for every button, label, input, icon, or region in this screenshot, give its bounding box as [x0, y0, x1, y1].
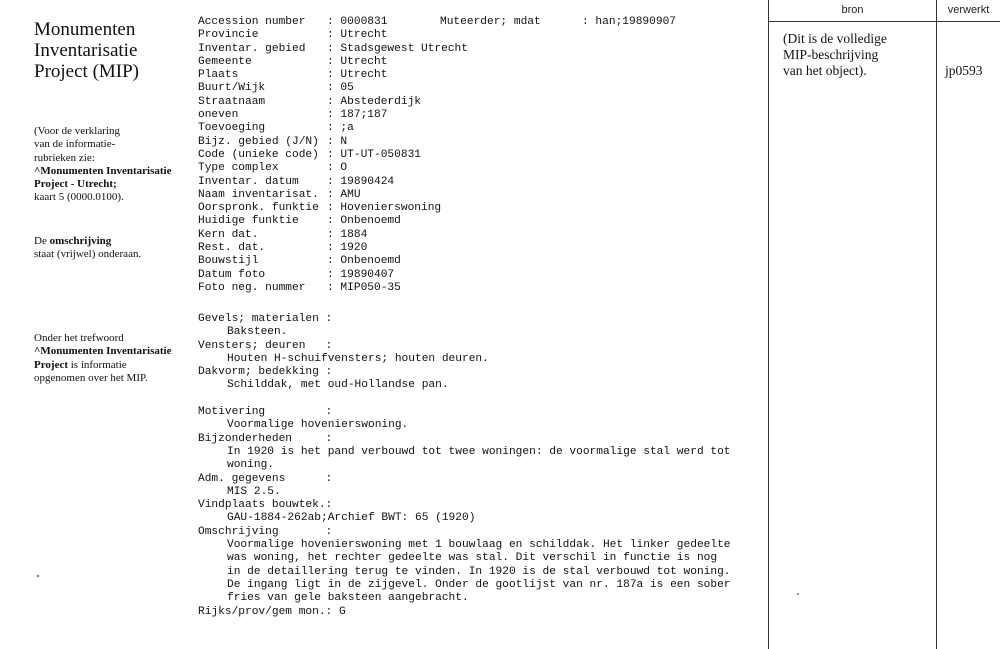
field-label: Foto neg. nummer [198, 281, 306, 294]
section-text: Voormalige hovenierswoning. [227, 419, 409, 432]
field-label: oneven [198, 109, 239, 122]
field-value: : Utrecht [327, 29, 388, 42]
field-label: Accession number [198, 16, 306, 28]
sidebar [0, 0, 195, 649]
title-line: Inventarisatie [34, 40, 138, 61]
field-row [198, 122, 758, 135]
section-text: Schilddak, met oud-Hollandse pan. [227, 379, 449, 392]
field-label: Bijz. gebied (J/N) [198, 135, 319, 148]
field-row [198, 29, 758, 42]
description-note [34, 235, 141, 262]
field-row [198, 242, 758, 255]
field-label: Plaats [198, 69, 239, 82]
field-value: : Stadsgewest Utrecht [327, 42, 468, 55]
field-label: Inventar. gebied [198, 42, 306, 55]
field-row [198, 162, 758, 175]
bron-note [783, 31, 887, 79]
field-row [198, 149, 758, 162]
record [198, 16, 758, 618]
section-text: GAU-1884-262ab;Archief BWT: 65 (1920) [227, 512, 476, 525]
reference-link: ^Monumenten Inventarisatie [34, 164, 172, 177]
field-label: Oorspronk. funktie [198, 202, 319, 215]
field-label: Straatnaam [198, 95, 266, 108]
field-row [198, 202, 758, 215]
note-line: kaart 5 (0000.0100). [34, 191, 124, 204]
section-text: In 1920 is het pand verbouwd tot twee woningen: de voormalige stal werd tot [227, 445, 731, 458]
section-heading: Bijzonderheden : [198, 432, 333, 445]
field-value: : AMU [327, 188, 361, 201]
document-title [34, 19, 139, 82]
field-value: : 19890424 [327, 175, 395, 188]
section-text: Baksteen. [227, 326, 288, 339]
field-value: : 1884 [327, 228, 368, 241]
column-divider [936, 0, 937, 649]
scan-speck [797, 593, 799, 595]
reference-link: Project [34, 358, 68, 371]
title-line: Project (MIP) [34, 61, 140, 82]
field-label: Code (unieke code) [198, 148, 319, 161]
section-heading: Adm. gegevens : [198, 472, 333, 485]
section-heading: Dakvorm; bedekking : [198, 366, 333, 379]
section-text: fries van gele baksteen aangebracht. [227, 592, 469, 605]
section-text: woning. [227, 459, 274, 472]
field-row [198, 229, 758, 242]
field-row [198, 69, 758, 82]
field-value: : 05 [327, 82, 354, 95]
field-label: Datum foto [198, 268, 266, 281]
mutator-label: Muteerder; mdat [440, 16, 541, 28]
field-value: : N [327, 135, 348, 148]
field-value: : Utrecht [327, 69, 388, 82]
field-label: Buurt/Wijk [198, 82, 266, 95]
scan-speck [37, 575, 39, 577]
bron-column-header: bron [841, 4, 864, 16]
note-line: rubrieken zie: [34, 151, 95, 164]
verwerkt-column-header: verwerkt [947, 4, 990, 16]
section-text: Houten H-schuifvensters; houten deuren. [227, 352, 489, 365]
field-value: : Abstederdijk [327, 95, 421, 108]
field-row [198, 56, 758, 69]
field-label: Naam inventarisat. [198, 188, 319, 201]
bron-line: van het object). [783, 63, 867, 78]
field-row [198, 82, 758, 95]
note-bold: omschrijving [49, 235, 112, 247]
section-heading: Rijks/prov/gem mon.: G [198, 605, 346, 618]
reference-link: ^Monumenten Inventarisatie [34, 345, 172, 358]
reference-link: Project - Utrecht; [34, 178, 117, 191]
record-sections [198, 313, 758, 619]
field-value: : O [327, 162, 348, 175]
field-row [198, 96, 758, 109]
field-value: : ;a [327, 122, 354, 135]
field-row [198, 215, 758, 228]
field-label: Gemeente [198, 55, 252, 68]
field-list [198, 16, 758, 295]
section-heading: Vindplaats bouwtek.: [198, 499, 333, 512]
section-text: De ingang ligt in de zijgevel. Onder de gootlijst van nr. 187a is een sober [227, 578, 731, 591]
section-heading: Motivering : [198, 406, 333, 419]
field-label: Inventar. datum [198, 175, 299, 188]
section-heading: Omschrijving : [198, 525, 333, 538]
section-text: Voormalige hovenierswoning met 1 bouwlaag en schilddak. Het linker gedeelte [227, 539, 731, 552]
spacer [198, 393, 758, 406]
field-row [198, 255, 758, 268]
field-row [198, 16, 758, 29]
field-value: : 187;187 [327, 109, 388, 122]
field-value: : 0000831 [327, 16, 388, 28]
explanation-note [34, 125, 171, 205]
field-row [198, 269, 758, 282]
field-row [198, 43, 758, 56]
field-row [198, 109, 758, 122]
field-row [198, 282, 758, 295]
bron-line: (Dit is de volledige [783, 31, 887, 46]
field-row [198, 176, 758, 189]
note-line: opgenomen over het MIP. [34, 371, 148, 384]
mutator-value: : han;19890907 [582, 16, 676, 28]
section-text: was woning, het rechter gedeelte was stal. Dit verschil in functie is nog [227, 552, 718, 565]
section-text: in de detaillering terug te vinden. In 1920 is de stal verbouwd tot woning. [227, 565, 731, 578]
note-line: (Voor de verklaring [34, 125, 120, 137]
field-label: Provincie [198, 29, 259, 42]
title-line: Monumenten [34, 19, 136, 40]
field-label: Type complex [198, 162, 279, 175]
note-text: is informatie [68, 358, 127, 371]
field-value: : 1920 [327, 242, 368, 255]
field-value: : Utrecht [327, 55, 388, 68]
field-value: : Hovenierswoning [327, 202, 442, 215]
field-row [198, 136, 758, 149]
bron-line: MIP-beschrijving [783, 47, 879, 62]
note-line: staat (vrijwel) onderaan. [34, 248, 142, 261]
field-label: Huidige funktie [198, 215, 299, 228]
section-heading: Vensters; deuren : [198, 339, 333, 352]
field-value: : UT-UT-050831 [327, 148, 421, 161]
note-text: De [34, 235, 50, 247]
keyword-note [34, 332, 171, 385]
field-label: Toevoeging [198, 122, 266, 135]
field-value: : Onbenoemd [327, 255, 401, 268]
section-text: MIS 2.5. [227, 485, 281, 498]
field-label: Rest. dat. [198, 242, 266, 255]
field-label: Bouwstijl [198, 255, 259, 268]
note-line: van de informatie- [34, 138, 116, 151]
field-value: : MIP050-35 [327, 281, 401, 294]
field-label: Kern dat. [198, 228, 259, 241]
field-value: : 19890407 [327, 268, 395, 281]
header-divider [768, 21, 1000, 22]
field-row [198, 189, 758, 202]
section-heading: Gevels; materialen : [198, 313, 333, 325]
verwerkt-value: jp0593 [945, 63, 983, 78]
field-value: : Onbenoemd [327, 215, 401, 228]
note-line: Onder het trefwoord [34, 332, 124, 344]
column-divider [768, 0, 769, 649]
